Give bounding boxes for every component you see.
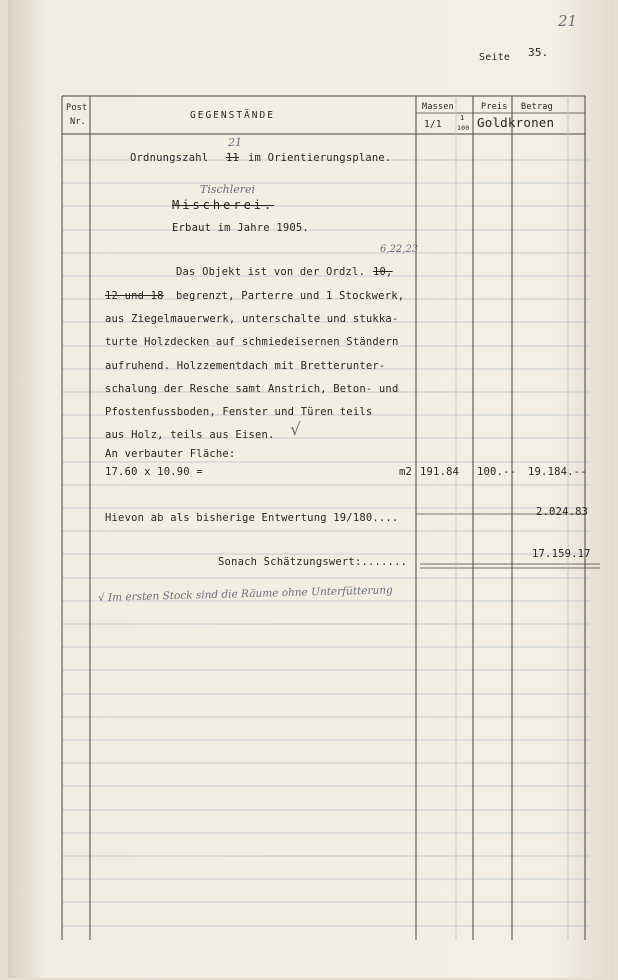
- header-fraction-num: 1: [460, 114, 465, 122]
- header-betrag: Betrag: [521, 102, 553, 112]
- title-correction: Tischlerei: [200, 183, 256, 196]
- hievon-text: Hievon ab als bisherige Entwertung 19/180....: [105, 512, 399, 524]
- header-goldkronen: Goldkronen: [477, 115, 555, 130]
- massen-value: 191.84: [420, 466, 460, 478]
- desc-correction: 6,22,23: [380, 244, 419, 255]
- betrag-value: 19.184.--: [528, 466, 587, 478]
- area-unit: m2: [399, 466, 413, 478]
- area-calculation: 17.60 x 10.90 =: [105, 466, 203, 478]
- paper: [8, 0, 614, 978]
- desc-line-1: Das Objekt ist von der Ordzl.: [176, 266, 366, 278]
- desc-line-3: aus Ziegelmauerwerk, unterschalte und stukka-: [105, 313, 399, 325]
- header-preis: Preis: [481, 102, 508, 112]
- corner-page-number: 21: [558, 12, 578, 30]
- desc-line-1-old: 10,: [373, 266, 393, 278]
- sonach-text: Sonach Schätzungswert:.......: [218, 556, 408, 568]
- verbaut: An verbauter Fläche:: [105, 448, 236, 460]
- header-post: Post: [66, 103, 88, 113]
- hievon-value: 2.024.83: [536, 506, 589, 518]
- desc-line-6: schalung der Resche samt Anstrich, Beton- und: [105, 383, 399, 395]
- header-nr: Nr.: [70, 117, 86, 127]
- desc-line-2: begrenzt, Parterre und 1 Stockwerk,: [176, 290, 405, 302]
- ordnungszahl-suffix: im Orientierungsplane.: [248, 152, 392, 164]
- ordnungszahl-prefix: Ordnungszahl: [130, 152, 209, 164]
- seite-number: 35.: [528, 46, 549, 59]
- desc-line-2-old: 12 und 18: [105, 290, 164, 302]
- erbaut: Erbaut im Jahre 1905.: [172, 222, 309, 234]
- handwritten-note: √ Im ersten Stock sind die Räume ohne Unterfütterung: [97, 584, 393, 604]
- header-massen-sub: 1/1: [424, 119, 442, 130]
- desc-line-8: aus Holz, teils aus Eisen.: [105, 429, 275, 441]
- seite-label: Seite: [479, 52, 511, 63]
- title-old: Mischerei.: [172, 198, 275, 212]
- header-gegenstaende: GEGENSTÄNDE: [190, 110, 275, 121]
- checkmark-icon: √: [290, 420, 301, 440]
- preis-value: 100.--: [477, 466, 517, 478]
- desc-line-7: Pfostenfussboden, Fenster und Türen teils: [105, 406, 373, 418]
- ordnungszahl-old: 11: [226, 152, 240, 164]
- ordnungszahl-new: 21: [228, 136, 242, 149]
- sonach-value: 17.159.17: [532, 548, 591, 560]
- desc-line-4: turte Holzdecken auf schmiedeisernen Ständern: [105, 336, 399, 348]
- desc-line-5: aufruhend. Holzzementdach mit Bretterunter-: [105, 360, 386, 372]
- header-massen: Massen: [422, 102, 454, 112]
- header-fraction-den: 100: [457, 124, 470, 132]
